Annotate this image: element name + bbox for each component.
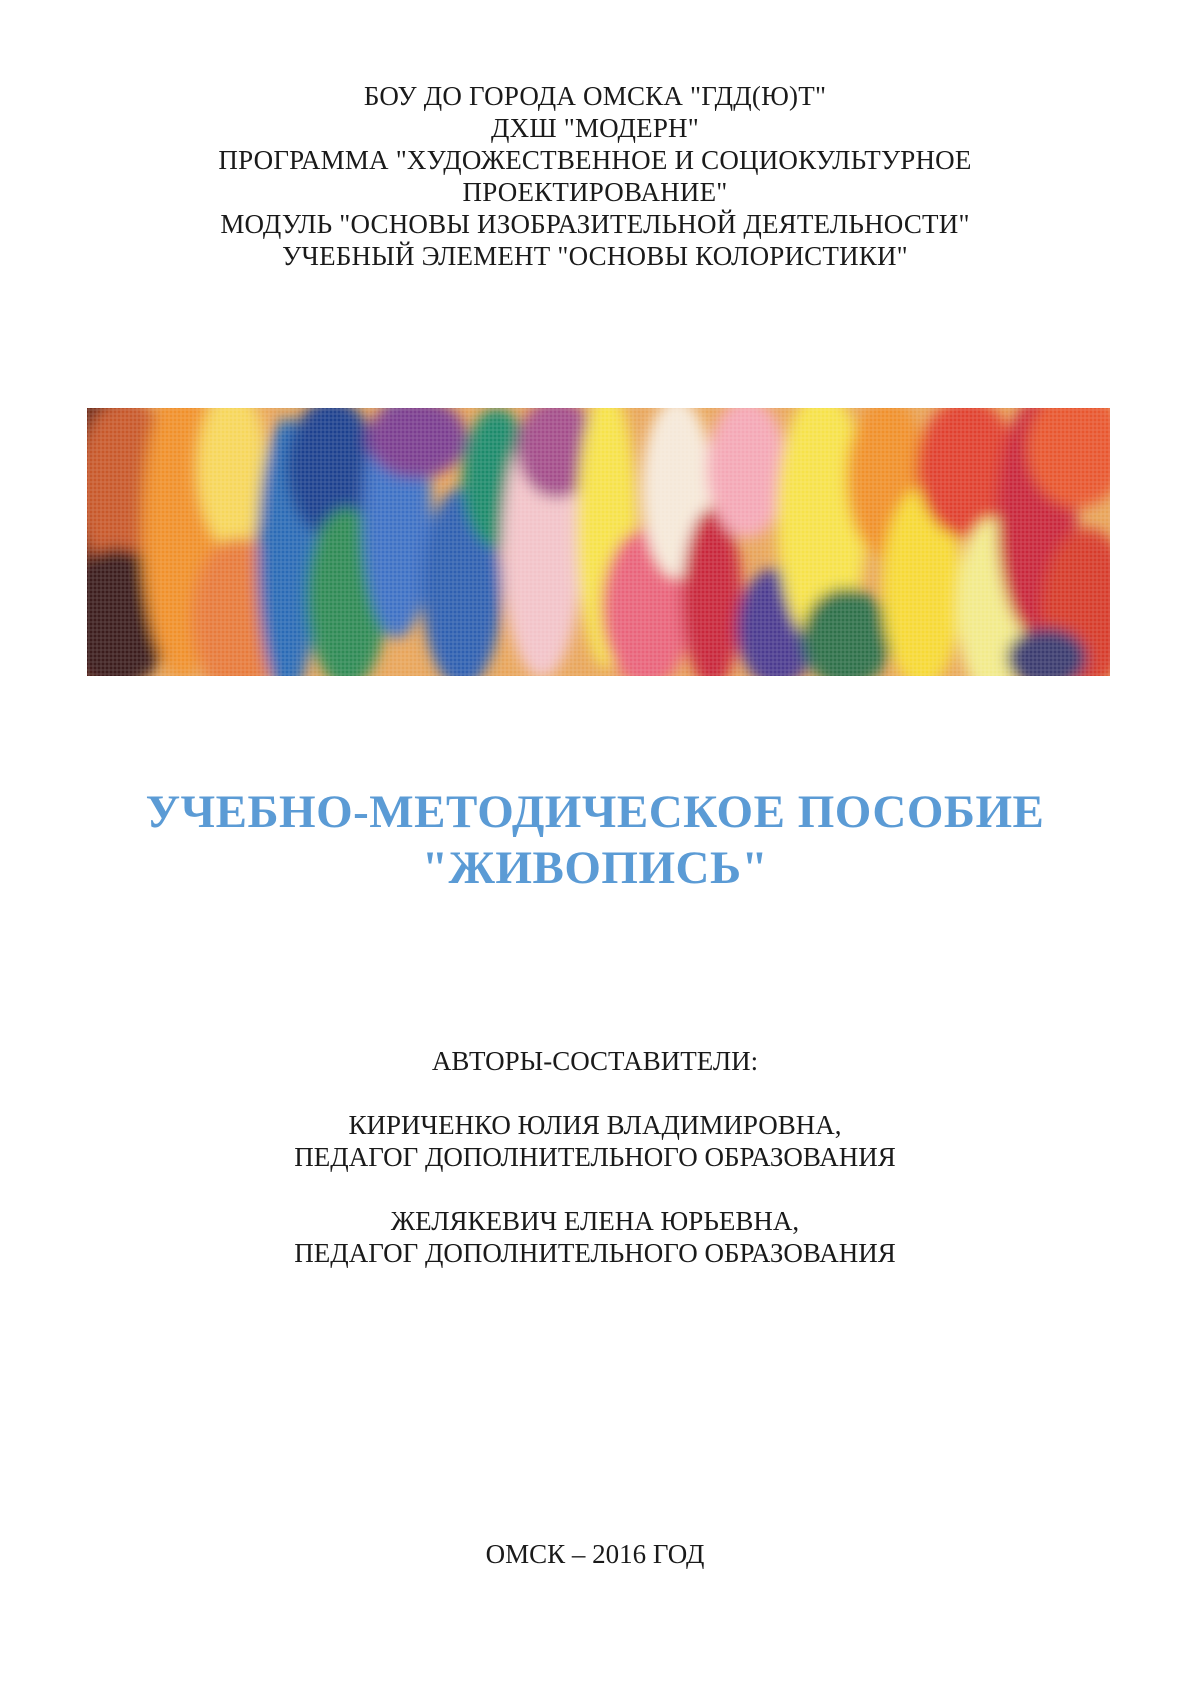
title-line-2: "ЖИВОПИСЬ" [421,842,769,894]
watercolor-banner-image [87,408,1110,676]
authors-label: АВТОРЫ-СОСТАВИТЕЛИ: [431,1046,759,1076]
header-line-organization: БОУ ДО ГОРОДА ОМСКА "ГДД(Ю)Т" [363,81,827,111]
header-line-program-cont: ПРОЕКТИРОВАНИЕ" [462,177,728,207]
authors-section [0,1045,1190,1301]
header-line-element: УЧЕБНЫЙ ЭЛЕМЕНТ "ОСНОВЫ КОЛОРИСТИКИ" [282,241,908,271]
city-year-footer: ОМСК – 2016 ГОД [485,1539,705,1569]
author-name: КИРИЧЕНКО ЮЛИЯ ВЛАДИМИРОВНА, [348,1110,842,1140]
institution-header [0,80,1190,272]
header-line-school: ДХШ "МОДЕРН" [491,113,699,143]
header-line-module: МОДУЛЬ "ОСНОВЫ ИЗОБРАЗИТЕЛЬНОЙ ДЕЯТЕЛЬНОСТИ" [220,209,970,239]
document-title [0,784,1190,896]
watercolor-painting [87,408,1110,676]
header-line-program: ПРОГРАММА "ХУДОЖЕСТВЕННОЕ И СОЦИОКУЛЬТУРНОЕ [218,145,972,175]
author-entry [0,1109,1190,1173]
author-name: ЖЕЛЯКЕВИЧ ЕЛЕНА ЮРЬЕВНА, [390,1206,800,1236]
title-line-1: УЧЕБНО-МЕТОДИЧЕСКОЕ ПОСОБИЕ [145,786,1045,838]
author-entry [0,1205,1190,1269]
author-position: ПЕДАГОГ ДОПОЛНИТЕЛЬНОГО ОБРАЗОВАНИЯ [294,1238,896,1268]
author-position: ПЕДАГОГ ДОПОЛНИТЕЛЬНОГО ОБРАЗОВАНИЯ [294,1142,896,1172]
